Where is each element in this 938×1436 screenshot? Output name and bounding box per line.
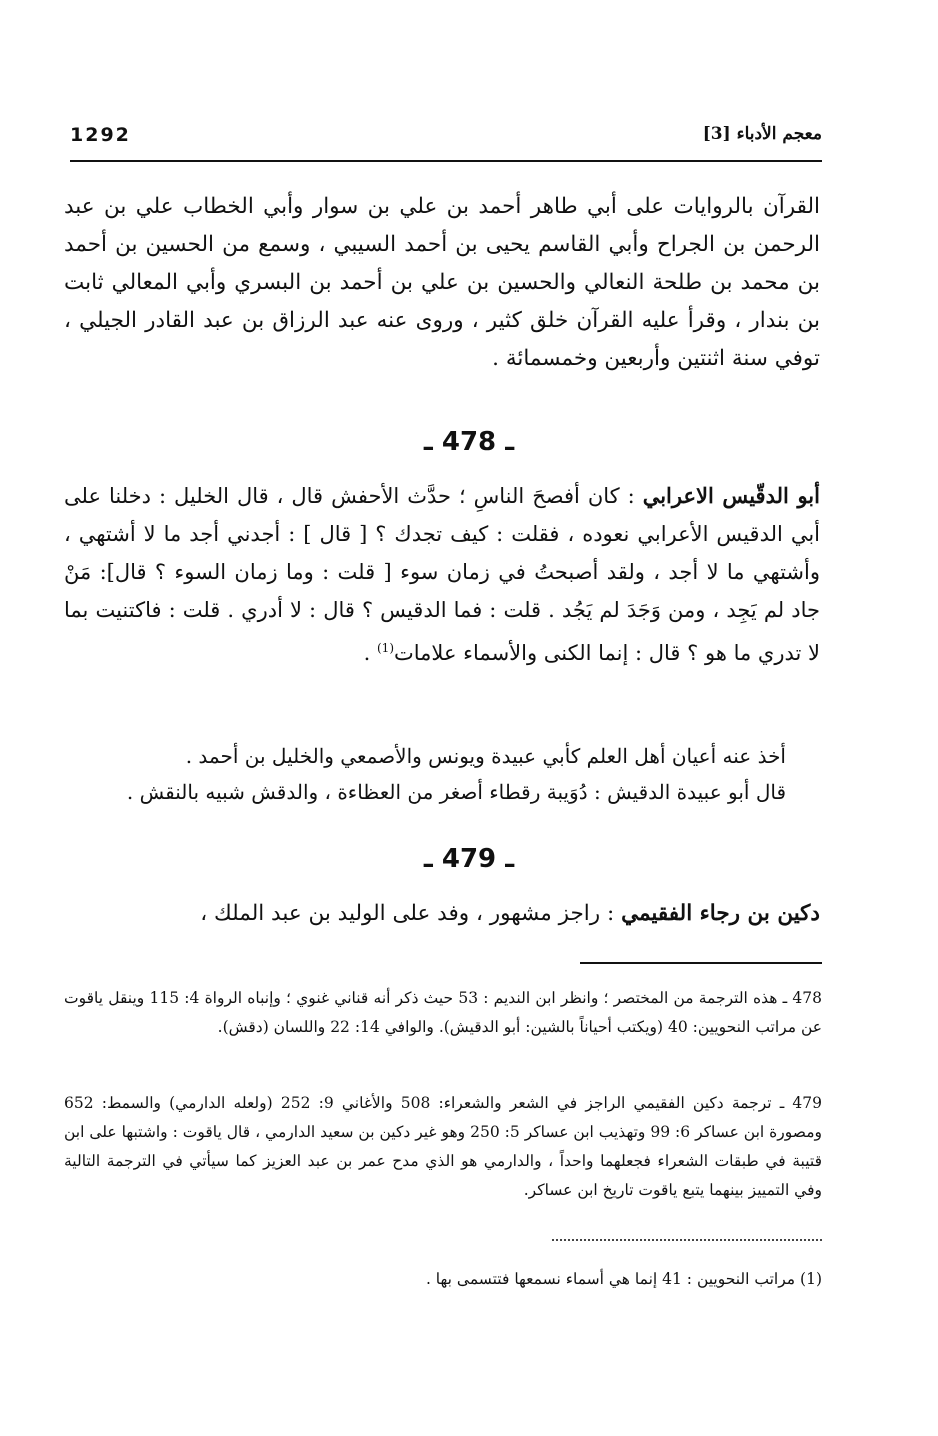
entry-478-text: : كان أفصحَ الناسِ ؛ حدَّث الأحفش قال ، قال الخليل : دخلنا على أبي الدقيس الأعرابي نعوده ، فقلت : كيف تجدك ؟ [ قال ] : أجدني أجد ما لا أشتهي ، وأشتهي ما لا أجد ، ولقد أصبحتُ في زمان سوء [ قلت : وما زمان السوء ؟ قال]: مَنْ جاد لم يَجِد ، ومن وَجَدَ لم يَجُد . قلت : فما الدقيس ؟ قال : لا أدري . قلت : فاكتنيت بما لا تدري ما هو ؟ قال : إنما الكنى والأسماء علامات (64, 484, 820, 665)
page-number: 1292 (70, 124, 131, 146)
footnote-1: (1) مراتب النحويين : 41 إنما هي أسماء نسمعها فتتسمى بها . (425, 1270, 822, 1288)
entry-number-479: ـ 479 ـ (423, 844, 515, 874)
entry-478-line-dakish: قال أبو عبيدة الدقيش : دُوَيبة رقطاء أصغر من العظاءة ، والدقش شبيه بالنقش . (126, 780, 786, 804)
entry-478-end: . (363, 641, 377, 665)
dotted-separator (552, 1239, 822, 1241)
footnote-ref-1: (1) (376, 641, 394, 655)
running-title: معجم الأدباء [3] (702, 124, 822, 144)
entry-479-name: دكين بن رجاء الفقيمي (621, 901, 820, 926)
entry-478-paragraph (64, 477, 820, 672)
note-479: 479 ـ ترجمة دكين الفقيمي الراجز في الشعر والشعراء: 508 والأغاني 9: 252 (ولعله الدارمي) والسمط: 652 ومصورة ابن عساكر 6: 99 وتهذيب ابن عساكر 5: 250 وهو غير دكين بن سعيد الدارمي ، قال ياقوت : واشتبها على ابن قتيبة في طبقات الشعراء فجعلهما واحداً ، والدارمي هو الذي مدح عمر بن عبد العزيز كما سيأتي في الترجمة التالية وفي التمييز بينهما يتبع ياقوت تاريخ ابن عساكر. (64, 1094, 822, 1199)
entry-478-line-students: أخذ عنه أعيان أهل العلم كأبي عبيدة ويونس والأصمعي والخليل بن أحمد . (185, 744, 786, 768)
entry-number-478: ـ 478 ـ (423, 427, 515, 457)
continuation-paragraph: القرآن بالروايات على أبي طاهر أحمد بن علي بن سوار وأبي الخطاب علي بن عبد الرحمن بن الجراح وأبي القاسم يحيى بن أحمد السيبي ، وسمع من الحسين بن أحمد بن محمد بن طلحة النعالي والحسين بن علي بن أحمد بن البسري وأبي المعالي ثابت بن بندار ، وقرأ عليه القرآن خلق كثير ، وروى عنه عبد الرزاق بن عبد القادر الجيلي ، توفي سنة اثنتين وأربعين وخمسمائة . (64, 194, 820, 371)
entry-478-continuation (64, 738, 820, 810)
page-header (70, 120, 822, 162)
entry-478-name: أبو الدقّيس الاعرابي (642, 483, 820, 508)
entry-479-text: : راجز مشهور ، وفد على الوليد بن عبد الملك ، (200, 901, 615, 926)
entry-479-paragraph (64, 895, 820, 933)
note-478: 478 ـ هذه الترجمة من المختصر ؛ وانظر ابن النديم : 53 حيث ذكر أنه قناني غنوي ؛ وإنباه الرواة 4: 115 وينقل ياقوت عن مراتب النحويين: 40 (ويكتب أحياناً بالشين: أبو الدقيش). والوافي 14: 22 واللسان (دقش). (64, 989, 822, 1036)
footnote-separator (580, 962, 822, 964)
